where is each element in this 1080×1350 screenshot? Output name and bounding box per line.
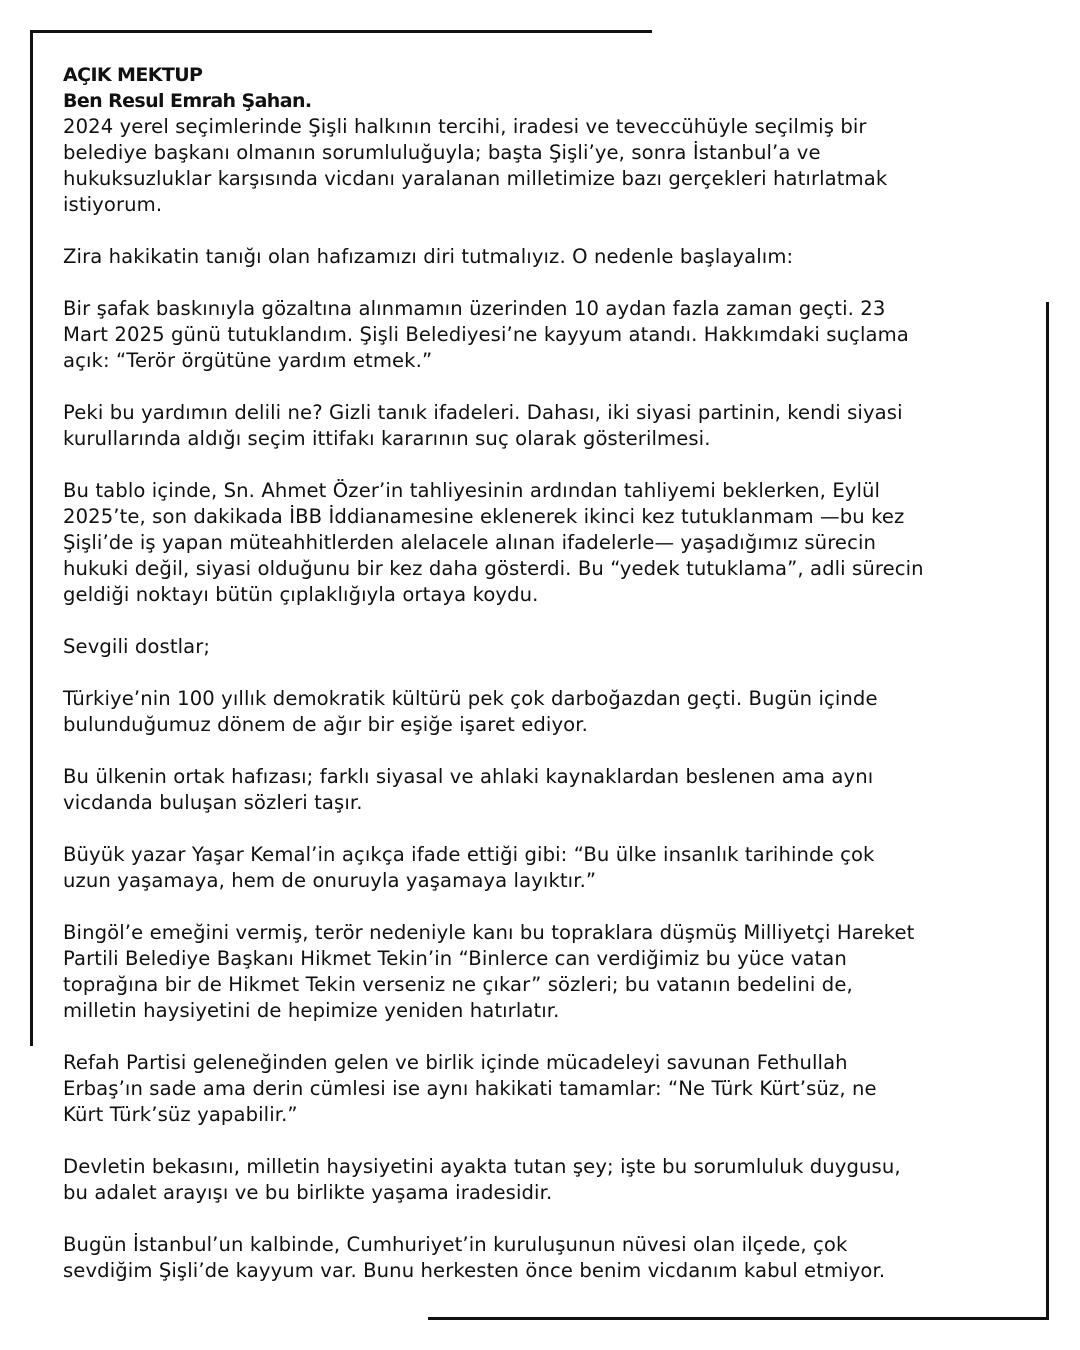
text-line: istiyorum. (63, 193, 163, 216)
text-line: Bugün İstanbul’un kalbinde, Cumhuriyet’in kuruluşunun nüvesi olan ilçede, çok (63, 1233, 848, 1256)
open-letter (63, 62, 1053, 1310)
text-line: sevdiğim Şişli’de kayyum var. Bunu herkesten önce benim vicdanım kabul etmiyor. (63, 1259, 886, 1282)
text-line: toprağına bir de Hikmet Tekin verseniz ne çıkar” sözleri; bu vatanın bedelini de, (63, 973, 853, 996)
text-line: Mart 2025 günü tutuklandım. Şişli Belediyesi’ne kayyum atandı. Hakkımdaki suçlama (63, 323, 909, 346)
body-paragraph (63, 764, 1053, 816)
frame-border-bottom (428, 1317, 1049, 1320)
text-line: Partili Belediye Başkanı Hikmet Tekin’in “Binlerce can verdiğimiz bu yüce vatan (63, 947, 847, 970)
text-line: hukuksuzluklar karşısında vicdanı yaralanan milletimize bazı gerçekleri hatırlatmak (63, 167, 888, 190)
text-line: Türkiye’nin 100 yıllık demokratik kültürü pek çok darboğazdan geçti. Bugün içinde (63, 687, 878, 710)
body-paragraph (63, 686, 1053, 738)
text-line: geldiği noktayı bütün çıplaklığıyla ortaya koydu. (63, 583, 539, 606)
text-line: Devletin bekasını, milletin haysiyetini ayakta tutan şey; işte bu sorumluluk duygusu, (63, 1155, 901, 1178)
body-paragraph (63, 1050, 1053, 1128)
text-line: bulunduğumuz dönem de ağır bir eşiğe işaret ediyor. (63, 713, 588, 736)
body-paragraph (63, 1154, 1053, 1206)
text-line: Bu tablo içinde, Sn. Ahmet Özer’in tahliyesinin ardından tahliyemi beklerken, Eylül (63, 479, 881, 502)
letter-body (63, 244, 1053, 1284)
body-paragraph (63, 920, 1053, 1024)
frame-border-left (30, 30, 33, 1046)
text-line: Bingöl’e emeğini vermiş, terör nedeniyle kanı bu topraklara düşmüş Milliyetçi Hareket (63, 921, 915, 944)
text-line: Kürt Türk’süz yapabilir.” (63, 1103, 298, 1126)
text-line: 2024 yerel seçimlerinde Şişli halkının tercihi, iradesi ve teveccühüyle seçilmiş bir (63, 115, 867, 138)
letter-author-line: Ben Resul Emrah Şahan. (63, 90, 312, 112)
letter-title: AÇIK MEKTUP (63, 64, 203, 86)
text-line: Erbaş’ın sade ama derin cümlesi ise aynı hakikati tamamlar: “Ne Türk Kürt’süz, ne (63, 1077, 877, 1100)
body-paragraph (63, 842, 1053, 894)
text-line: açık: “Terör örgütüne yardım etmek.” (63, 349, 433, 372)
text-line: Peki bu yardımın delili ne? Gizli tanık ifadeleri. Dahası, iki siyasi partinin, kendi siyasi (63, 401, 903, 424)
text-line: Şişli’de iş yapan müteahhitlerden alelacele alınan ifadelerle— yaşadığımız sürecin (63, 531, 877, 554)
text-line: kurullarında aldığı seçim ittifakı kararının suç olarak gösterilmesi. (63, 427, 711, 450)
text-line: Sevgili dostlar; (63, 635, 211, 658)
text-line: Bu ülkenin ortak hafızası; farklı siyasal ve ahlaki kaynaklardan beslenen ama aynı (63, 765, 874, 788)
body-paragraph (63, 296, 1053, 374)
text-line: belediye başkanı olmanın sorumluluğuyla; başta Şişli’ye, sonra İstanbul’a ve (63, 141, 821, 164)
body-paragraph (63, 400, 1053, 452)
frame-border-top (30, 30, 652, 33)
text-line: hukuki değil, siyasi olduğunu bir kez daha gösterdi. Bu “yedek tutuklama”, adli sürecin (63, 557, 924, 580)
text-line: vicdanda buluşan sözleri taşır. (63, 791, 363, 814)
text-line: Bir şafak baskınıyla gözaltına alınmamın üzerinden 10 aydan fazla zaman geçti. 23 (63, 297, 886, 320)
text-line: uzun yaşamaya, hem de onuruyla yaşamaya layıktır.” (63, 869, 597, 892)
body-paragraph (63, 634, 1053, 660)
text-line: bu adalet arayışı ve bu birlikte yaşama iradesidir. (63, 1181, 553, 1204)
text-line: milletin haysiyetini de hepimize yeniden hatırlatır. (63, 999, 560, 1022)
body-paragraph (63, 1232, 1053, 1284)
text-line: Zira hakikatin tanığı olan hafızamızı diri tutmalıyız. O nedenle başlayalım: (63, 245, 794, 268)
text-line: Refah Partisi geleneğinden gelen ve birlik içinde mücadeleyi savunan Fethullah (63, 1051, 848, 1074)
text-line: 2025’te, son dakikada İBB İddianamesine eklenerek ikinci kez tutuklanmam —bu kez (63, 505, 905, 528)
text-line: Büyük yazar Yaşar Kemal’in açıkça ifade ettiği gibi: “Bu ülke insanlık tarihinde çok (63, 843, 875, 866)
intro-paragraph (63, 114, 1053, 218)
body-paragraph (63, 244, 1053, 270)
body-paragraph (63, 478, 1053, 608)
